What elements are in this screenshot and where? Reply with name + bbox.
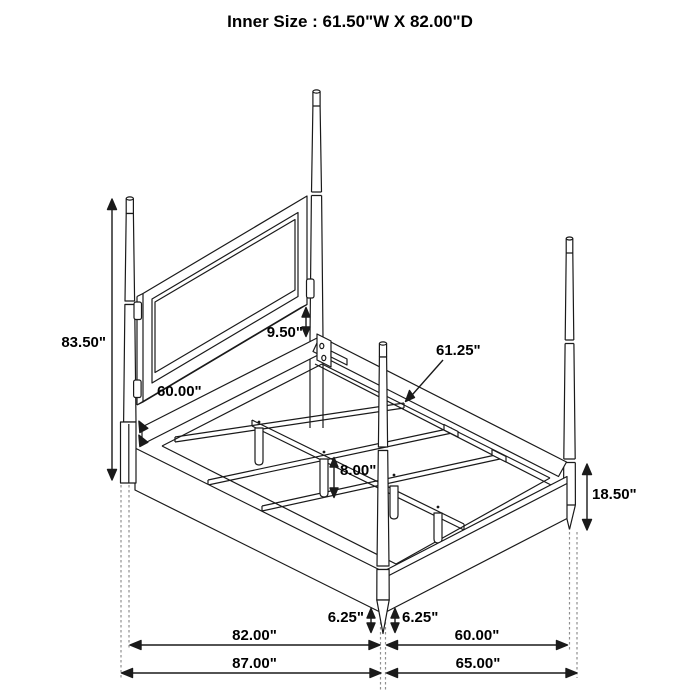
dim-footboard-post-height: 18.50" [592,486,637,503]
dim-overall-depth: 87.00" [232,655,277,672]
footboard-near-post [377,342,389,634]
dim-post-tip-right: 6.25" [402,609,439,626]
footboard-rail [386,477,567,613]
dim-slat-length: 61.25" [436,342,481,359]
dim-post-tip-left: 6.25" [327,609,364,626]
dim-footboard-width: 60.00" [454,627,500,644]
dim-side-rail-length: 82.00" [232,627,277,644]
dim-headboard-width: 60.00" [157,383,202,400]
dim-post-height: 83.50" [61,334,106,351]
dim-headboard-gap: 9.50" [266,324,303,341]
headboard-left-post [121,197,137,483]
headboard-back-post [310,90,323,428]
dim-slat-leg-height: 8.00" [340,462,377,479]
dim-overall-width: 65.00" [455,655,501,672]
page-title: Inner Size : 61.50"W X 82.00"D [227,12,473,31]
